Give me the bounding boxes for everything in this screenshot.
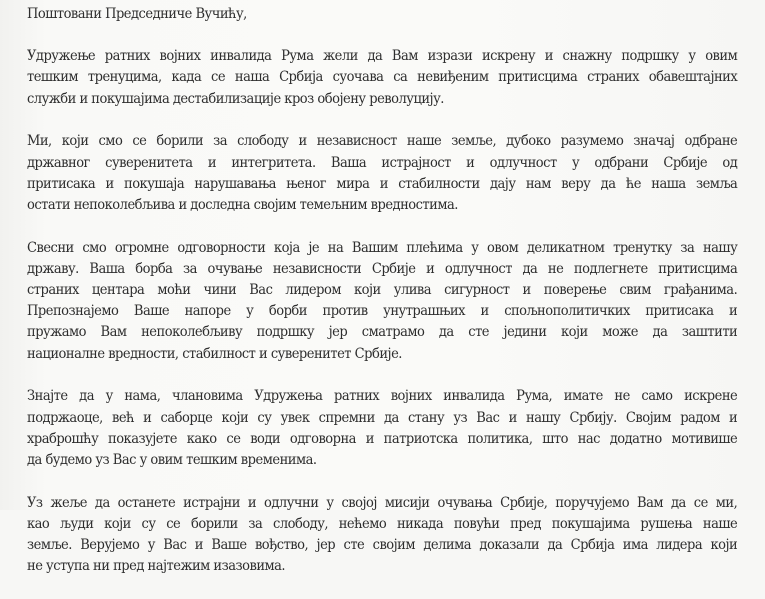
paragraph-5	[27, 493, 737, 578]
text-line: да будемо уз Вас у овим тешким временима.	[27, 451, 317, 468]
text-line: Ми, који смо се борили за слободу и независност наше земље, дубоко разумемо значај одбране	[27, 133, 738, 150]
text-line: Уз жеље да останете истрајни и одлучни у својој мисији очувања Србије, поручујемо Вам да се ми,	[27, 494, 738, 511]
text-line: пружамо Вам непоколебљиву подршку јер сматрамо да сте једини који може да заштити	[27, 324, 738, 341]
text-line: не уступа ни пред најтежим изазовима.	[27, 558, 286, 575]
text-line: страних центара моћи чини Вас лидером који улива сигурност и поверење свим грађанима.	[27, 282, 738, 299]
text-line: Удружење ратних војних инвалида Рума жели да Вам изрази искрену и снажну подршку у овим	[27, 48, 738, 65]
text-line: Знајте да у нама, члановима Удружења ратних војних инвалида Рума, имате не само искрене	[27, 388, 738, 405]
paragraph-2	[27, 131, 737, 216]
text-line: притисака и покушаја нарушавања њеног мира и стабилности дају нам веру да ће наша земља	[27, 175, 738, 192]
text-line: храброшћу показујете како се води одговорна и патриотска политика, што нас додатно мотивише	[27, 430, 738, 447]
text-line: служби и покушајима дестабилизације кроз обојену револуцију.	[27, 90, 444, 107]
text-line: подржаоце, већ и саборце који су увек спремни да стану уз Вас и нашу Србију. Својим радом и	[27, 409, 738, 426]
text-line: Препознајемо Ваше напоре у борби против унутрашњих и спољнополитичких притисака и	[27, 303, 738, 320]
text-line: Свесни смо огромне одговорности која је на Вашим плећима у овом деликатном тренутку за нашу	[27, 239, 738, 256]
text-line: државног суверенитета и интегритета. Ваша истрајност и одлучност у одбрани Србије од	[27, 154, 738, 171]
text-line: тешким тренуцима, када се наша Србија суочава са невиђеним притисцима страних обавештајних	[27, 69, 738, 86]
text-line: земље. Верујемо у Вас и Ваше вођство, јер сте својим делима доказали да Србија има лидера који	[27, 537, 738, 554]
text-line: као људи који су се борили за слободу, нећемо никада повући пред покушајима рушења наше	[27, 515, 738, 532]
paragraph-4	[27, 386, 737, 471]
text-line: националне вредности, стабилност и суверенитет Србије.	[27, 345, 402, 362]
salutation: Поштовани Председниче Вучићу,	[27, 6, 247, 22]
text-line: државу. Ваша борба за очување независности Србије и одлучност да не подлегнете притисцима	[27, 260, 738, 277]
paragraph-3	[27, 238, 737, 365]
text-line: остати непоколебљива и доследна својим темељним вредностима.	[27, 196, 458, 213]
letter-body	[27, 0, 737, 599]
paragraph-1	[27, 46, 737, 110]
